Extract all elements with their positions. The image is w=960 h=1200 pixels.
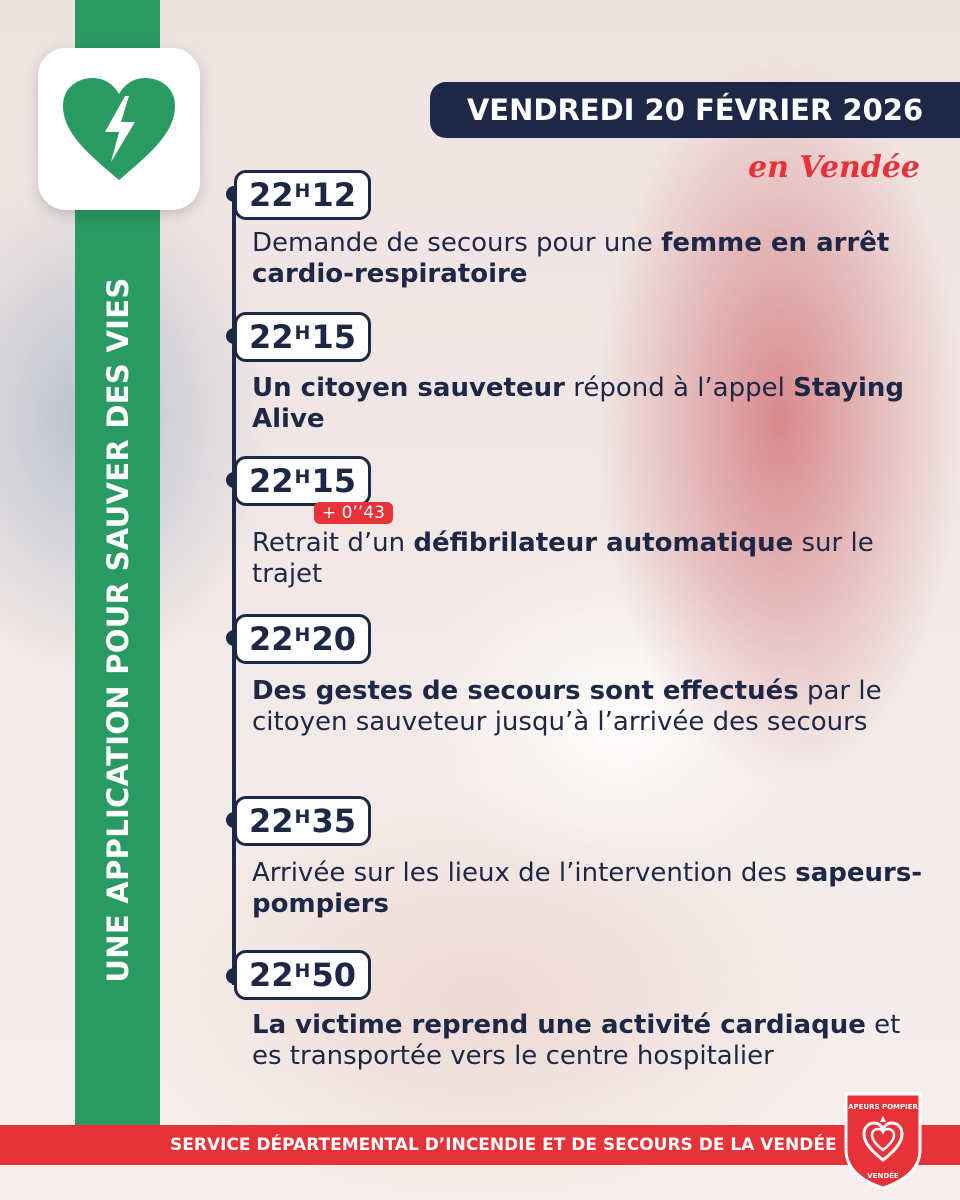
time-minute: 15 — [311, 318, 356, 356]
time-unit: H — [294, 806, 311, 828]
time-delta-badge: + 0’’43 — [314, 502, 393, 524]
emphasis-text: Un citoyen sauveteur — [252, 373, 565, 403]
emphasis-text: femme en arrêt cardio-respiratoire — [252, 228, 890, 289]
time-minute: 35 — [311, 802, 356, 840]
app-icon — [38, 48, 200, 210]
emphasis-text: Staying Alive — [252, 373, 904, 434]
time-hour: 22 — [249, 802, 294, 840]
time-unit: H — [294, 466, 311, 488]
time-unit: H — [294, 180, 311, 202]
time-box — [234, 456, 371, 506]
heart-lightning-icon — [61, 76, 177, 182]
logo-top-text: SAPEURS POMPIERS — [843, 1103, 923, 1111]
event-description — [252, 228, 932, 290]
emphasis-text: défibrilateur automatique — [413, 528, 794, 558]
event-description — [252, 528, 932, 590]
time-minute: 15 — [311, 462, 356, 500]
time-unit: H — [294, 624, 311, 646]
time-box — [234, 170, 371, 220]
emphasis-text: sapeurs-pompiers — [252, 858, 923, 919]
description-text: par le citoyen sauveteur jusqu’à l’arrivée des secours — [252, 676, 882, 737]
time-box — [234, 796, 371, 846]
time-unit: H — [294, 322, 311, 344]
side-title: UNE APPLICATION POUR SAUVER DES VIES — [101, 277, 135, 983]
event-description — [252, 1010, 932, 1072]
description-text: répond à l’appel — [564, 373, 794, 403]
description-text: Arrivée sur les lieux de l’intervention des — [252, 858, 796, 888]
description-text: sur le trajet — [252, 528, 874, 589]
region-label: en Vendée — [748, 150, 920, 185]
description-text: Retrait d’un — [252, 528, 414, 558]
time-box — [234, 950, 371, 1000]
time-unit: H — [294, 960, 311, 982]
time-hour: 22 — [249, 956, 294, 994]
time-minute: 50 — [311, 956, 356, 994]
description-text: Demande de secours pour une — [252, 228, 662, 258]
description-text: et es transportée vers le centre hospitalier — [252, 1010, 901, 1071]
event-description — [252, 858, 932, 920]
event-description — [252, 373, 932, 435]
time-minute: 20 — [311, 620, 356, 658]
footer-text: SERVICE DÉPARTEMENTAL D’INCENDIE ET DE SECOURS DE LA VENDÉE — [170, 1135, 837, 1155]
time-box — [234, 312, 371, 362]
event-description — [252, 676, 932, 738]
time-hour: 22 — [249, 462, 294, 500]
timeline-line — [232, 190, 236, 985]
time-minute: 12 — [311, 176, 356, 214]
date-banner: VENDREDI 20 FÉVRIER 2026 — [430, 82, 960, 138]
time-box — [234, 614, 371, 664]
time-hour: 22 — [249, 620, 294, 658]
emphasis-text: La victime reprend une activité cardiaque — [252, 1010, 866, 1040]
emphasis-text: Des gestes de secours sont effectués — [252, 676, 799, 706]
logo-bottom-text: VENDÉE — [867, 1172, 899, 1180]
sdis-vendee-logo — [842, 1090, 924, 1190]
time-hour: 22 — [249, 318, 294, 356]
time-hour: 22 — [249, 176, 294, 214]
